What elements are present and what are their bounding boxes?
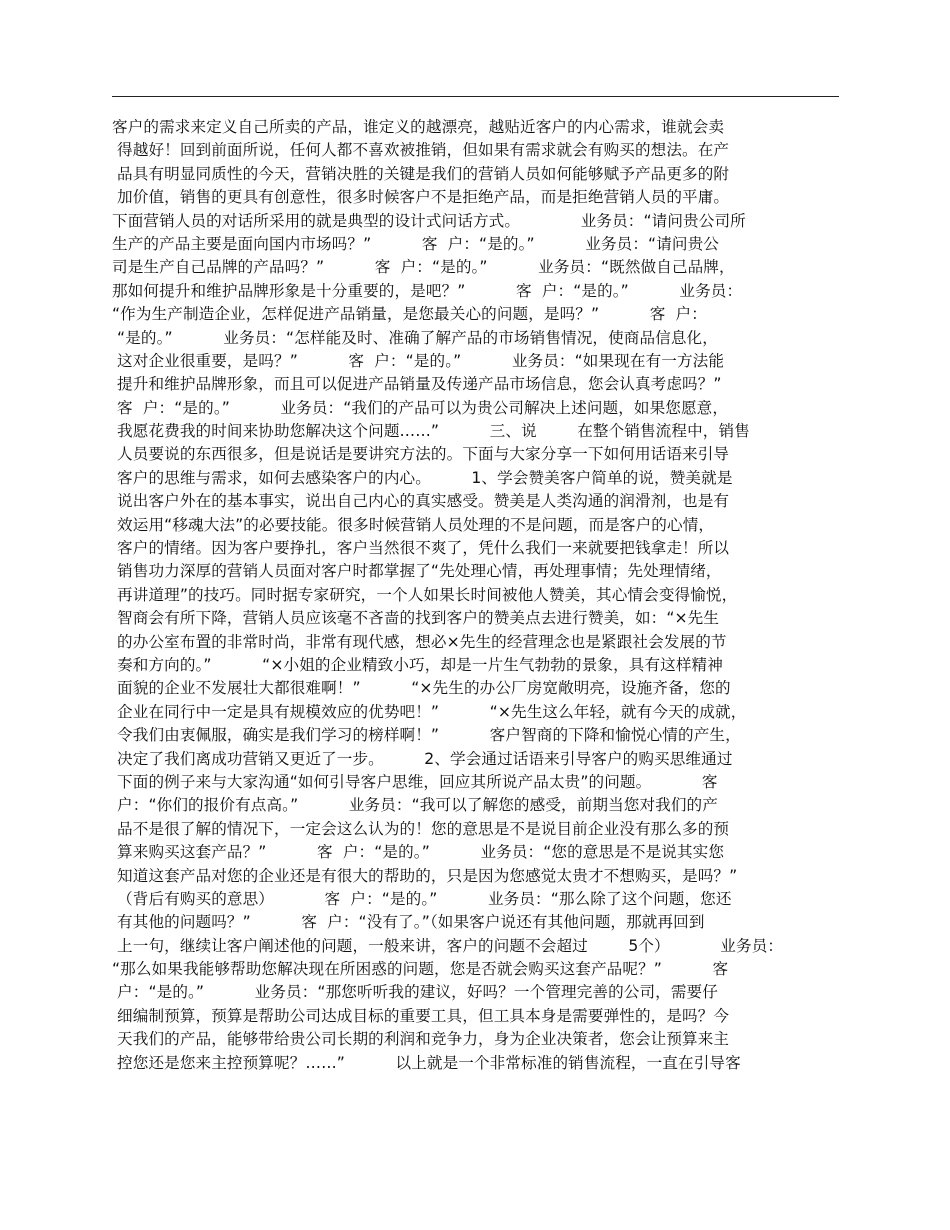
text-line: 控您还是您来主控预算呢？……” 以上就是一个非常标准的销售流程，一直在引导客 [112,1053,741,1072]
text-line: 知道这套产品对您的企业还是有很大的帮助的，只是因为您感觉太贵才不想购买，是吗？” [112,866,738,885]
text-line: 司是生产自己品牌的产品吗？” 客 户：“是的。” 业务员：“既然做自己品牌， [112,258,735,277]
text-line: 客户的情绪。因为客户要挣扎，客户当然很不爽了，凭什么我们一来就要把钱拿走！所以 [112,539,730,558]
text-line: 品具有明显同质性的今天，营销决胜的关键是我们的营销人员如何能够赋予产品更多的附 [112,164,730,183]
text-line: 上一句，继续让客户阐述他的问题，一般来讲，客户的问题不会超过 5个） 业务员： [112,936,784,955]
text-line: 提升和维护品牌形象，而且可以促进产品销量及传递产品市场信息，您会认真考虑吗？” [112,375,722,394]
text-line: 智商会有所下降，营销人员应该毫不吝啬的找到客户的赞美点去进行赞美，如：“×先生 [112,609,720,628]
text-line: 户：“是的。” 业务员：“那您听听我的建议，好吗？一个管理完善的公司，需要仔 [112,983,718,1002]
text-line: 再讲道理”的技巧。同时据专家研究，一个人如果长时间被他人赞美，其心情会变得愉悦， [112,585,738,604]
text-line: “作为生产制造企业，怎样促进产品销量，是您最关心的问题，是吗？” 客 户： [112,305,707,324]
text-line: 户：“你们的报价有点高。” 业务员：“我可以了解您的感受，前期当您对我们的产 [112,796,718,815]
text-line: 人员要说的东西很多，但是说话是要讲究方法的。下面与大家分享一下如何用话语来引导 [112,445,730,464]
text-line: 下面营销人员的对话所采用的就是典型的设计式问话方式。 业务员：“请问贵公司所 [112,211,746,230]
text-line: 销售功力深厚的营销人员面对客户时都掌握了“先处理心情，再处理事情；先处理情绪， [112,562,722,581]
text-line: 客户的思维与需求，如何去感染客户的内心。 1、学会赞美客户简单的说，赞美就是 [112,468,733,487]
text-line: 的办公室布置的非常时尚，非常有现代感，想必×先生的经营理念也是紧跟社会发展的节 [112,632,727,651]
text-line: 客 户：“是的。” 业务员：“我们的产品可以为贵公司解决上述问题，如果您愿意， [112,398,729,417]
text-line: “那么如果我能够帮助您解决现在所困惑的问题，您是否就会购买这套产品呢？” 客 [112,960,729,979]
text-line: 我愿花费我的时间来协助您解决这个问题……” 三、说 在整个销售流程中，销售 [112,422,750,441]
text-line: 下面的例子来与大家沟通“如何引导客户思维，回应其所说产品太贵”的问题。 客 [112,772,718,791]
text-line: 奏和方向的。” “×小姐的企业精致小巧，却是一片生气勃勃的景象，具有这样精神 [112,655,723,674]
text-line: 细编制预算，预算是帮助公司达成目标的重要工具，但工具本身是需要弹性的，是吗？今 [112,1006,730,1025]
text-line: “是的。” 业务员：“怎样能及时、准确了解产品的市场销售情况，使商品信息化， [112,328,718,347]
text-line: 天我们的产品，能够带给贵公司长期的利润和竞争力，身为企业决策者，您会让预算来主 [112,1030,730,1049]
text-line: 客户的需求来定义自己所卖的产品，谁定义的越漂亮，越贴近客户的内心需求，谁就会卖 [112,118,725,136]
text-line: 有其他的问题吗？” 客 户：“没有了。”（如果客户说还有其他问题，那就再回到 [112,913,705,932]
text-line: 算来购买这套产品？” 客 户：“是的。” 业务员：“您的意思是不是说其实您 [112,843,725,862]
text-line: 品不是很了解的情况下，一定会这么认为的！您的意思是不是说目前企业没有那么多的预 [112,819,730,838]
body-text [112,116,852,1075]
text-line: 那如何提升和维护品牌形象是十分重要的，是吧？” 客 户：“是的。” 业务员： [112,281,743,300]
text-line: 这对企业很重要，是吗？” 客 户：“是的。” 业务员：“如果现在有一方法能 [112,351,725,370]
text-line: 说出客户外在的基本事实，说出自己内心的真实感受。赞美是人类沟通的润滑剂，也是有 [112,492,730,511]
text-line: 加价值，销售的更具有创意性，很多时候客户不是拒绝产品，而是拒绝营销人员的平庸。 [112,188,730,207]
text-line: 效运用“移魂大法”的必要技能。很多时候营销人员处理的不是问题，而是客户的心情， [112,515,715,534]
text-line: （背后有购买的意思） 客 户：“是的。” 业务员：“那么除了这个问题，您还 [112,889,732,908]
text-line: 令我们由衷佩服，确实是我们学习的榜样啊！” 客户智商的下降和愉悦心情的产生， [112,726,741,745]
text-line: 得越好！回到前面所说，任何人都不喜欢被推销，但如果有需求就会有购买的想法。在产 [112,141,730,160]
text-line: 企业在同行中一定是具有规模效应的优势吧！” “×先生这么年轻，就有今天的成就， [112,702,747,721]
header-rule [112,96,839,97]
text-line: 面貌的企业不发展壮大都很难啊！” “×先生的办公厂房宽敞明亮，设施齐备，您的 [112,679,731,698]
text-line: 生产的产品主要是面向国内市场吗？” 客 户：“是的。” 业务员：“请问贵公 [112,234,719,253]
text-line: 决定了我们离成功营销又更近了一步。 2、学会通过话语来引导客户的购买思维通过 [112,749,733,768]
